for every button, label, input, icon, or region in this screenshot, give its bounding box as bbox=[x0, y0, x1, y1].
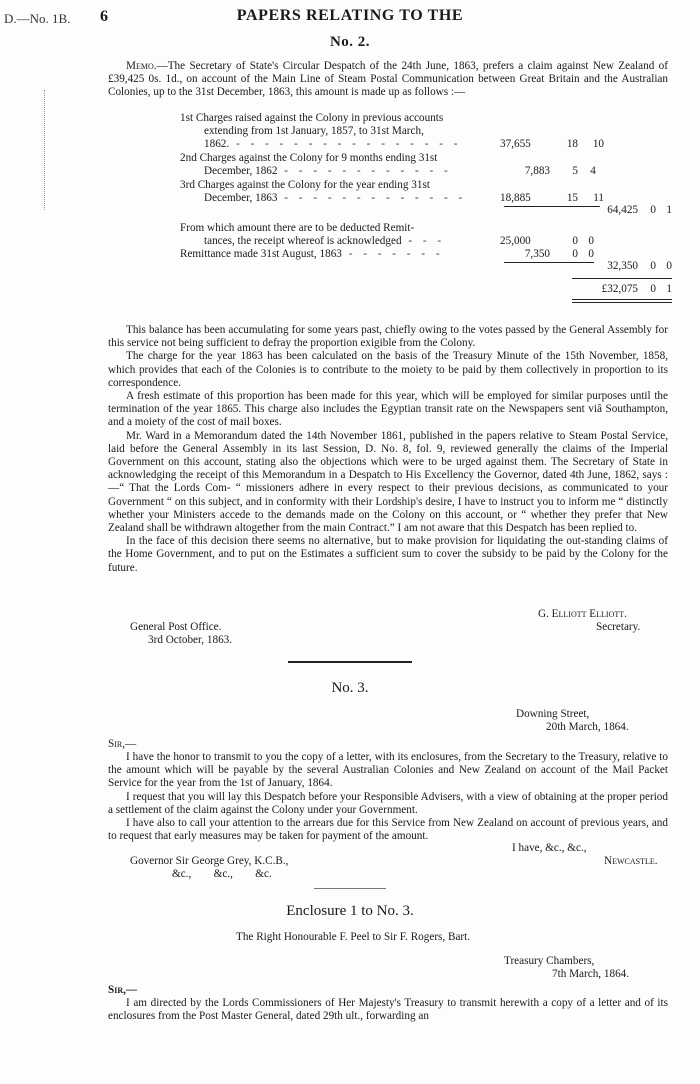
no2-paragraph: In the face of this decision there seems no alternative, but to make provision for liquidating the out-standing claims of the Home Government, and to put on the Estimates a sufficient sum to cover the subsidy to be paid by the Colony for the future. bbox=[108, 535, 668, 574]
ledger-row3-shillings: 15 bbox=[566, 192, 578, 204]
no2-signature-title: Secretary. bbox=[596, 621, 641, 633]
ledger-deduct-line2: tances, the receipt whereof is acknowledged - - - bbox=[204, 235, 446, 247]
ledger-row2-line1: 2nd Charges against the Colony for 9 months ending 31st bbox=[180, 152, 438, 164]
ledger-deduct-line1: From which amount there are to be deducted Remit- bbox=[180, 222, 415, 234]
no3-paragraph: I have the honor to transmit to you the copy of a letter, with its enclosures, from the Secretary to the Treasury, relative to the amount which will be payable by the several Australian Colonies and New Zealand on account of the Mail Packet Service for the year from the 1st of January, 1864. bbox=[108, 751, 668, 790]
ledger-deduct-shillings: 0 bbox=[572, 235, 578, 247]
minor-divider bbox=[314, 888, 386, 889]
no2-office: General Post Office. bbox=[130, 621, 222, 633]
no2-body bbox=[108, 324, 668, 575]
no3-paragraph: I request that you will lay this Despatch before your Responsible Advisers, with a view of obtaining at the proper period a settlement of the claim against the Colony under your Government. bbox=[108, 790, 668, 816]
no3-address-line1: Downing Street, bbox=[516, 708, 590, 720]
ledger-subtotal1-pence: 1 bbox=[666, 204, 672, 216]
ledger-row3-pence: 11 bbox=[593, 192, 604, 204]
running-title: PAPERS RELATING TO THE bbox=[236, 7, 464, 24]
ledger-row3-pounds: 18,885 bbox=[500, 192, 531, 204]
no3-address-line2: 20th March, 1864. bbox=[546, 721, 629, 733]
no2-paragraph: This balance has been accumulating for some years past, chiefly owing to the votes passed by the General Assembly for this service not being sufficient to defray the proportion exigible from the Colony. bbox=[108, 324, 668, 350]
no3-body bbox=[108, 751, 668, 843]
ledger-rule-2 bbox=[504, 262, 594, 263]
no2-memo bbox=[108, 60, 668, 100]
no3-paragraph: I have also to call your attention to the arrears due for this Service from New Zealand on account of previous years, and to request that early measures may be taken for payment of the amount. bbox=[108, 817, 668, 843]
ledger-row1-shillings: 18 bbox=[566, 138, 578, 150]
ledger-subtotal2-shillings: 0 bbox=[650, 260, 656, 272]
enclosure-heading: Enclosure 1 to No. 3. bbox=[286, 903, 414, 919]
ledger-rule-1 bbox=[504, 206, 600, 207]
document-reference: D.—No. 1B. bbox=[4, 11, 71, 26]
ledger-remit-pence: 0 bbox=[588, 248, 594, 260]
page-number: 6 bbox=[100, 8, 108, 25]
ledger-row1-pence: 10 bbox=[592, 138, 604, 150]
ledger-subtotal1-shillings: 0 bbox=[650, 204, 656, 216]
no3-addressee-line1: Governor Sir George Grey, K.C.B., bbox=[130, 855, 289, 867]
no3-signer: Newcastle. bbox=[604, 855, 658, 867]
memo-label: Memo. bbox=[126, 60, 157, 72]
ledger-deduct-pence: 0 bbox=[588, 235, 594, 247]
ledger-total-shillings: 0 bbox=[650, 283, 656, 295]
no3-addressee-line2: &c., &c., &c. bbox=[172, 868, 272, 880]
ledger-row2-shillings: 5 bbox=[572, 165, 578, 177]
section-divider bbox=[288, 661, 412, 663]
no2-office-date: 3rd October, 1863. bbox=[148, 634, 233, 646]
memo-text: —The Secretary of State's Circular Despatch of the 24th June, 1863, prefers a claim against New Zealand of £39,425 0s. 1d., on account of the Main Line of Steam Postal Communication between Great Britain and the Australian Colonies, up to the 31st December, 1863, this amount is made up as follows :— bbox=[108, 60, 668, 99]
ledger-row1-pounds: 37,655 bbox=[500, 138, 531, 150]
no3-closing: I have, &c., &c., bbox=[512, 842, 587, 854]
enclosure-salutation: Sir,— bbox=[108, 984, 138, 996]
ledger-rule-3 bbox=[572, 278, 672, 279]
ledger-subtotal1-pounds: 64,425 bbox=[607, 204, 638, 216]
ledger-remit-line1: Remittance made 31st August, 1863 - - - - - - - bbox=[180, 248, 444, 260]
enclosure-subheading: The Right Honourable F. Peel to Sir F. Rogers, Bart. bbox=[236, 931, 471, 943]
ledger-row3-line1: 3rd Charges against the Colony for the year ending 31st bbox=[180, 179, 430, 191]
ledger-rule-4 bbox=[572, 299, 672, 300]
ledger-row2-pounds: 7,883 bbox=[524, 165, 550, 177]
no2-paragraph: Mr. Ward in a Memorandum dated the 14th November 1861, published in the papers relative to Steam Postal Service, laid before the General Assembly in its last Session, D. No. 8, fol. 9, reviewed generally the claims of the Imperial Government on this account, stating also the objections which were to be urged against them. The Secretary of State in acknowledging the receipt of this Memorandum in a Despatch to His Excellency the Governor, dated 4th June, 1862, says :—“ That the Lords Com- “ missioners adhere in every respect to their previous decisions, as communicated to your Government “ on this subject, and in conformity with their Lordship's desire, I have to instruct you to inform me “ distinctly whether your Ministers accede to the demands made on the Colony on this account, or “ whether they prefer that New Zealand shall be withdrawn altogether from the main Contract.” I am not aware that this Despatch has been replied to. bbox=[108, 429, 668, 535]
ledger-total-pence: 1 bbox=[666, 283, 672, 295]
margin-mark bbox=[44, 90, 46, 210]
no3-salutation: Sir,— bbox=[108, 738, 137, 750]
enclosure-paragraph: I am directed by the Lords Commissioners of Her Majesty's Treasury to transmit herewith a copy of a letter and of its enclosures from the Post Master General, dated 29th ult., forwarding an bbox=[108, 997, 668, 1023]
ledger-row1-line2: extending from 1st January, 1857, to 31st March, bbox=[204, 125, 424, 137]
ledger-subtotal2-pence: 0 bbox=[666, 260, 672, 272]
no2-paragraph: A fresh estimate of this proportion has been made for this year, which will be employed for similar purposes until the termination of the year 1865. This charge also includes the Egyptian transit rate on the Newspapers sent viâ Southampton, and a moiety of the cost of mail boxes. bbox=[108, 390, 668, 429]
no2-signature-name: G. Elliott Elliott. bbox=[538, 608, 627, 620]
ledger-row2-line2: December, 1862 - - - - - - - - - - - - bbox=[204, 165, 452, 177]
no2-paragraph: The charge for the year 1863 has been calculated on the basis of the Treasury Minute of the 15th November, 1858, which provides that each of the Colonies is to contribute to the moiety to be paid by them collectively in proportion to its correspondence. bbox=[108, 350, 668, 389]
enclosure-address-line2: 7th March, 1864. bbox=[552, 968, 630, 980]
ledger-remit-shillings: 0 bbox=[572, 248, 578, 260]
ledger-row3-line2: December, 1863 - - - - - - - - - - - - - bbox=[204, 192, 467, 204]
enclosure-address-line1: Treasury Chambers, bbox=[504, 955, 595, 967]
no2-heading: No. 2. bbox=[329, 34, 371, 50]
ledger-remit-pounds: 7,350 bbox=[524, 248, 550, 260]
ledger-total-pounds: £32,075 bbox=[601, 283, 638, 295]
ledger-row2-pence: 4 bbox=[590, 165, 596, 177]
ledger-deduct-pounds: 25,000 bbox=[500, 235, 531, 247]
no3-heading: No. 3. bbox=[331, 680, 369, 696]
ledger-subtotal2-pounds: 32,350 bbox=[607, 260, 638, 272]
enclosure-body bbox=[108, 997, 668, 1023]
ledger-rule-5 bbox=[572, 302, 672, 303]
ledger-row1-line1: 1st Charges raised against the Colony in previous accounts bbox=[180, 112, 444, 124]
ledger-row1-line3: 1862. - - - - - - - - - - - - - - - - bbox=[204, 138, 462, 150]
